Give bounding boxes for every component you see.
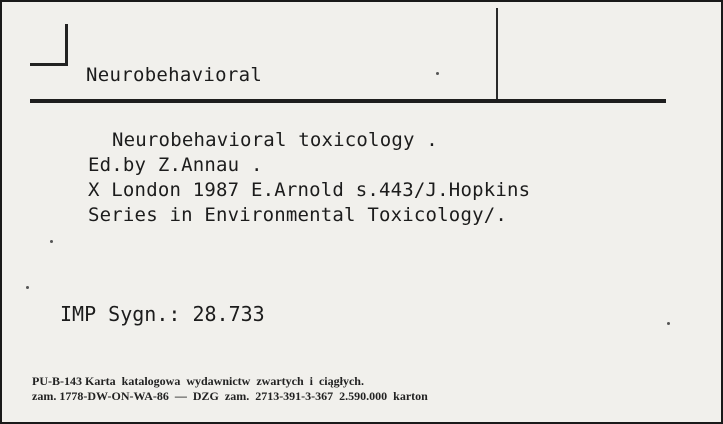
corner-mark-vertical bbox=[65, 24, 68, 66]
series-line: Series in Environmental Toxicology/. bbox=[88, 204, 508, 226]
editor-line: Ed.by Z.Annau . bbox=[88, 154, 263, 176]
call-number: IMP Sygn.: 28.733 bbox=[60, 302, 265, 326]
column-divider bbox=[496, 8, 498, 100]
ink-speck bbox=[667, 322, 670, 325]
catalog-card bbox=[2, 2, 721, 422]
printer-footer-line-2: zam. 1778-DW-ON-WA-86 — DZG zam. 2713-391-3-367 2.590.000 karton bbox=[32, 389, 428, 403]
ink-speck bbox=[26, 286, 29, 289]
ink-speck bbox=[436, 72, 439, 75]
heading-rule bbox=[30, 99, 666, 103]
subject-heading: Neurobehavioral bbox=[86, 64, 263, 86]
ink-speck bbox=[50, 240, 53, 243]
printer-footer-line-1: PU-B-143 Karta katalogowa wydawnictw zwartych i ciągłych. bbox=[32, 374, 364, 388]
corner-mark-horizontal bbox=[30, 63, 68, 66]
title-line: Neurobehavioral toxicology . bbox=[112, 129, 438, 151]
imprint-line: X London 1987 E.Arnold s.443/J.Hopkins bbox=[88, 179, 531, 201]
